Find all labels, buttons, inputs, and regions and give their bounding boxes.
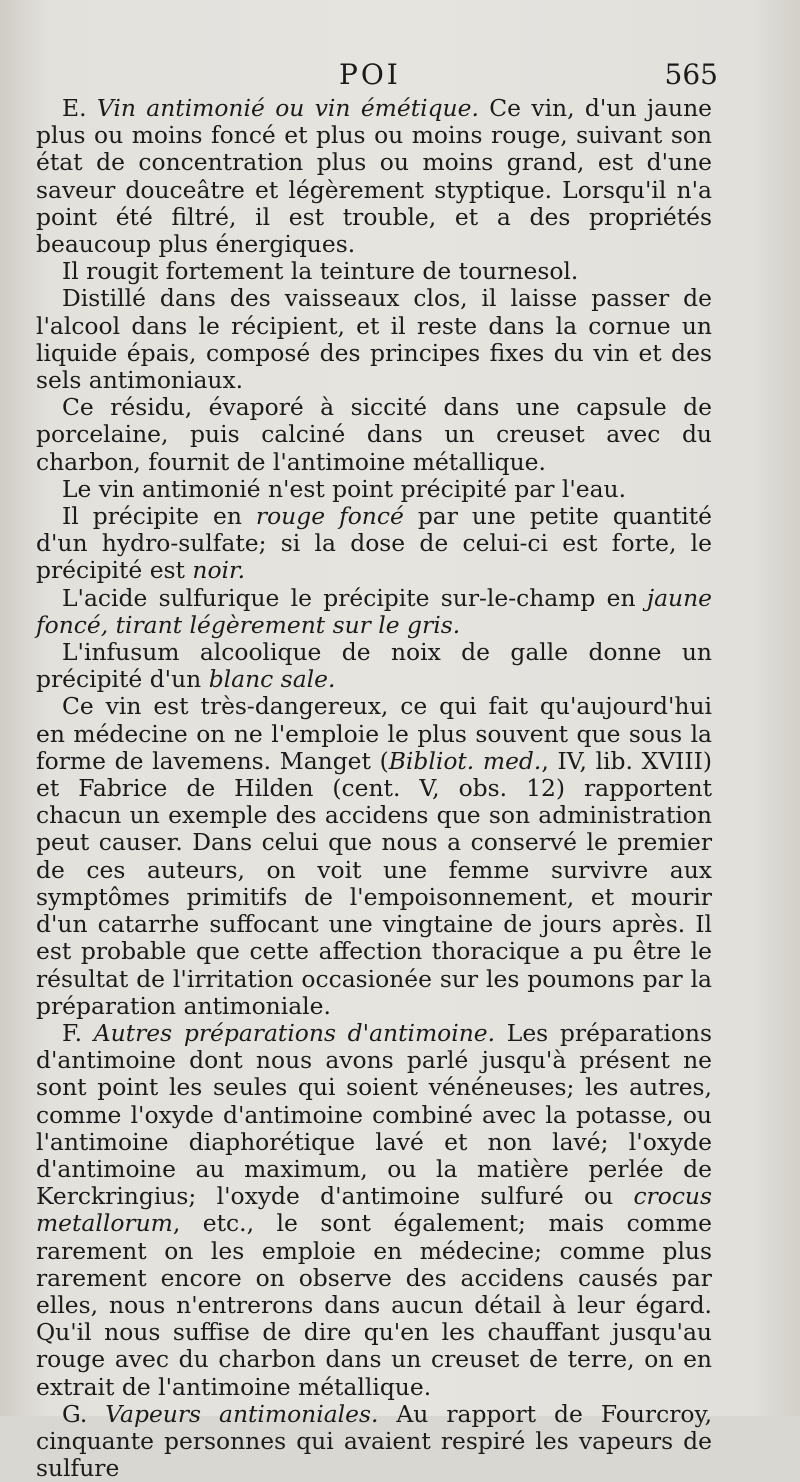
paragraph-text: Il rougit fortement la teinture de tournesol. bbox=[62, 257, 579, 286]
paragraph bbox=[36, 394, 712, 476]
paragraph-text: , IV, lib. XVIII) et Fabrice de Hilden (cent. V, obs. 12) rapportent chacun un exemple des accidens que son administration peut causer. Dans celui que nous a conservé le premier de ces auteurs, on voit une femme survivre aux symptômes primitifs de l'empoisonnement, et mourir d'un catarrhe suffocant une vingtaine de jours après. Il est probable que cette affection thoracique a pu être le résultat de l'irritation occasionée sur les poumons par la préparation antimoniale. bbox=[36, 746, 712, 1020]
section-letter: E. bbox=[62, 94, 87, 122]
paragraph-g bbox=[36, 1401, 712, 1482]
paragraph-text: Ce résidu, évaporé à siccité dans une capsule de porcelaine, puis calciné dans un creuset avec du charbon, fournit de l'antimoine métallique. bbox=[36, 393, 712, 476]
paragraph-text: par une petite quantité d'un hydro-sulfate; si la dose de celui-ci est forte, le précipité est bbox=[36, 502, 713, 585]
paragraph bbox=[36, 693, 712, 1019]
paragraph-text: Ce vin, d'un jaune plus ou moins foncé et plus ou moins rouge, suivant son état de concentration plus ou moins grand, est d'une saveur douceâtre et légèrement styptique. Lorsqu'il n'a point été filtré, il est trouble, et a des propriétés beaucoup plus énergiques. bbox=[36, 94, 712, 259]
paragraph bbox=[36, 639, 712, 693]
italic-term: rouge foncé bbox=[255, 502, 404, 531]
section-letter: G. bbox=[62, 1399, 88, 1428]
paragraph-text: L'acide sulfurique le précipite sur-le-champ en bbox=[62, 583, 647, 612]
italic-term: jaune foncé, tirant légèrement sur le gris. bbox=[36, 583, 712, 639]
italic-term: blanc sale. bbox=[208, 665, 336, 694]
running-header bbox=[36, 58, 718, 98]
paragraph bbox=[36, 285, 712, 394]
paragraph-text: Les préparations d'antimoine dont nous avons parlé jusqu'à présent ne sont point les seules qui soient vénéneuses; les autres, comme l'oxyde d'antimoine combiné avec la potasse, ou l'antimoine diaphorétique lavé et non lavé; l'oxyde d'antimoine au maximum, ou la matière perlée de Kerckringius; l'oxyde d'antimoine sulfuré ou bbox=[36, 1018, 712, 1211]
paragraph-text: , etc., le sont également; mais comme rarement on les emploie en médecine; comme plus rarement encore on observe des accidens causés par elles, nous n'entrerons dans aucun détail à leur égard. Qu'il nous suffise de dire qu'en les chauffant jusqu'au rouge avec du charbon dans un creuset de terre, on en extrait de l'antimoine métallique. bbox=[36, 1209, 712, 1401]
section-letter: F. bbox=[62, 1018, 83, 1047]
running-title: POI bbox=[339, 58, 401, 91]
paragraph-text: Le vin antimonié n'est point précipité par l'eau. bbox=[62, 474, 627, 503]
paragraph-f bbox=[36, 1020, 712, 1401]
page-number: 565 bbox=[664, 58, 718, 91]
italic-term: crocus metallorum bbox=[36, 1182, 712, 1238]
italic-citation: Bibliot. med. bbox=[388, 746, 542, 775]
italic-term: noir. bbox=[192, 556, 246, 585]
paragraph-text: Il précipite en bbox=[62, 502, 256, 531]
paragraph-text: L'infusum alcoolique de noix de galle donne un précipité d'un bbox=[36, 638, 712, 694]
section-title: Vapeurs antimoniales. bbox=[105, 1399, 379, 1428]
section-title: Vin antimonié ou vin émétique. bbox=[96, 94, 479, 122]
paragraph bbox=[36, 476, 712, 503]
paragraph-text: Ce vin est très-dangereux, ce qui fait qu'aujourd'hui en médecine on ne l'emploie le plus souvent que sous la forme de lavemens. Manget ( bbox=[36, 692, 712, 775]
paragraph-text: Au rapport de Fourcroy, cinquante personnes qui avaient respiré les vapeurs de sulfure bbox=[36, 1399, 713, 1482]
paragraph-e bbox=[36, 95, 712, 258]
paragraph bbox=[36, 503, 712, 585]
paragraph-text: Distillé dans des vaisseaux clos, il laisse passer de l'alcool dans le récipient, et il reste dans la cornue un liquide épais, composé des principes fixes du vin et des sels antimoniaux. bbox=[36, 284, 712, 395]
body-text bbox=[36, 95, 712, 1482]
paragraph bbox=[36, 585, 712, 639]
paragraph bbox=[36, 258, 712, 285]
section-title: Autres préparations d'antimoine. bbox=[93, 1018, 496, 1047]
